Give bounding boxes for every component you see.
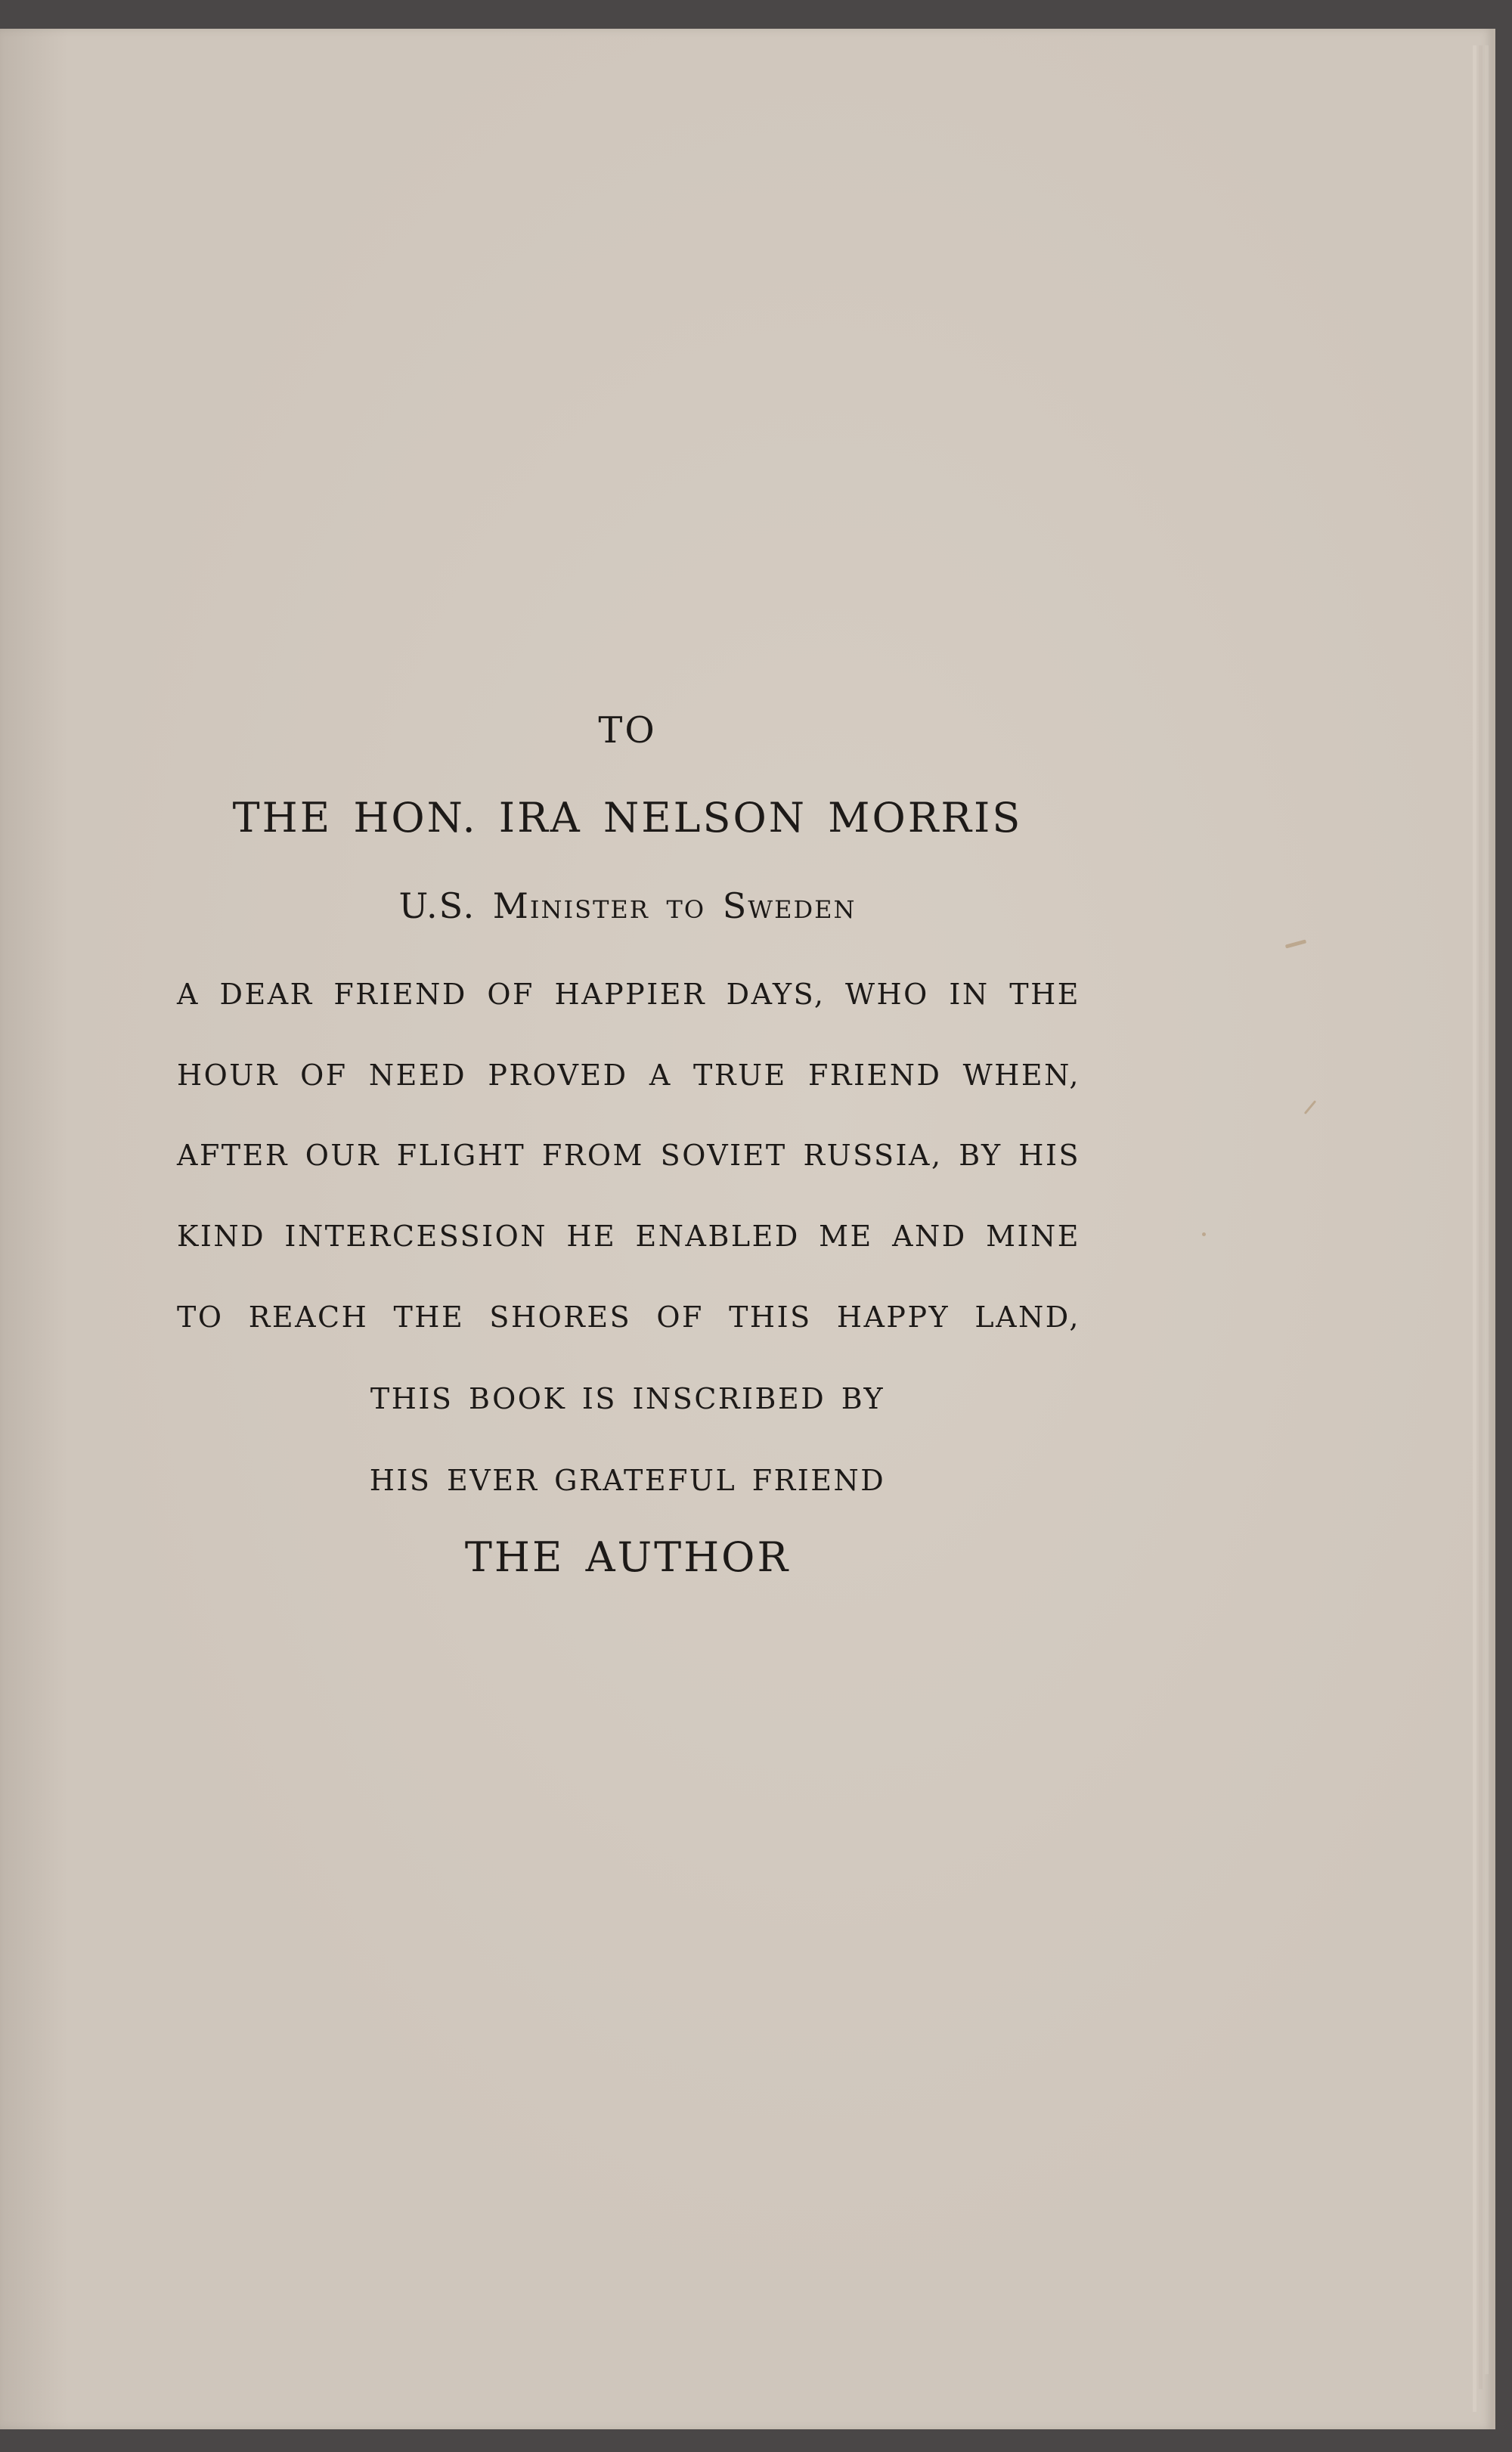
honoree-name: THE HON. IRA NELSON MORRIS [232, 794, 1023, 842]
page-edge [1473, 45, 1476, 2412]
honoree-title: U.S. Minister to Sweden [398, 885, 857, 926]
dedication-line: AFTER OUR FLIGHT FROM SOVIET RUSSIA, BY HIS [177, 1139, 1080, 1172]
inscription-line: THIS BOOK IS INSCRIBED BY [370, 1382, 885, 1415]
dedication-line: TO REACH THE SHORES OF THIS HAPPY LAND, [177, 1300, 1080, 1334]
paper-blemish [1304, 1100, 1316, 1114]
author-signature: THE AUTHOR [464, 1533, 791, 1581]
book-page [0, 29, 1495, 2429]
page-edge [1479, 45, 1483, 2389]
closing-line: HIS EVER GRATEFUL FRIEND [369, 1464, 886, 1497]
dedication-line: KIND INTERCESSION HE ENABLED ME AND MINE [177, 1220, 1080, 1253]
paper-blemish [1285, 939, 1306, 948]
dedication-to: TO [598, 709, 657, 752]
paper-blemish [1202, 1232, 1206, 1236]
dedication-line: A DEAR FRIEND OF HAPPIER DAYS, WHO IN THE [177, 978, 1080, 1011]
page-edge [1485, 45, 1489, 2374]
dedication-line: HOUR OF NEED PROVED A TRUE FRIEND WHEN, [177, 1059, 1080, 1092]
